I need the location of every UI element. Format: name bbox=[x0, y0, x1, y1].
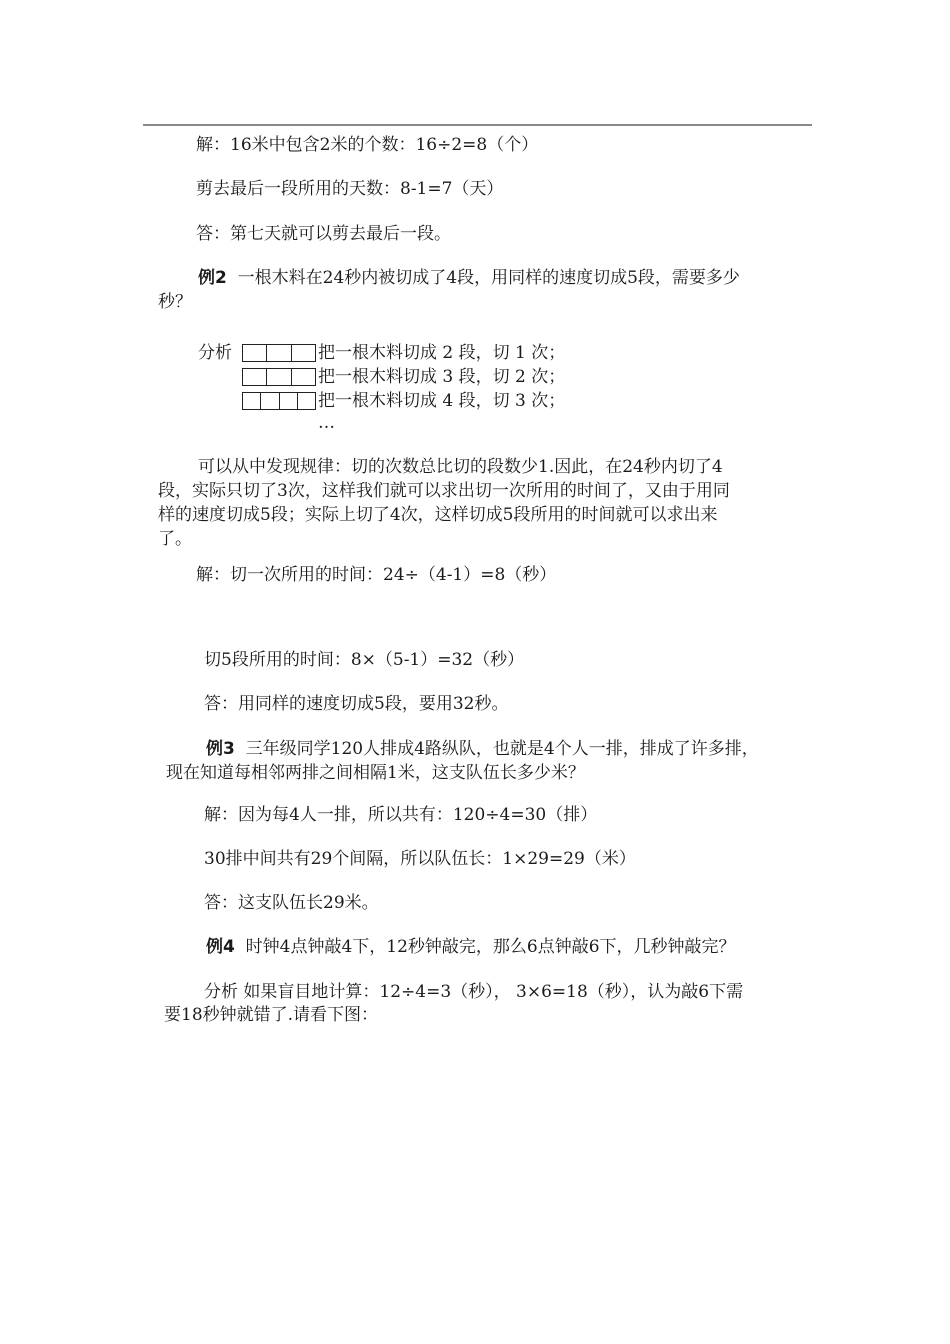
analysis-4-line-2: 要18秒钟就错了.请看下图： bbox=[164, 1005, 379, 1025]
example-2-label: 例2 bbox=[198, 268, 227, 288]
solution-line-6: 30排中间共有29个间隔，所以队伍长：1×29=29（米） bbox=[204, 849, 636, 869]
example-3-line-2: 现在知道每相邻两排之间相隔1米，这支队伍长多少米？ bbox=[166, 763, 585, 783]
example-4-label: 例4 bbox=[206, 937, 235, 957]
solution-line-3: 解：切一次所用的时间：24÷（4-1）=8（秒） bbox=[196, 565, 557, 585]
solution-line-4: 切5段所用的时间：8×（5-1）=32（秒） bbox=[204, 650, 525, 670]
analysis-row-2: 把一根木料切成 3 段，切 2 次； bbox=[318, 367, 566, 387]
rule-paragraph-line-4: 了。 bbox=[158, 529, 192, 549]
example-2-text: 一根木料在24秒内被切成了4段，用同样的速度切成5段，需要多少 bbox=[237, 268, 740, 288]
solution-line-5: 解：因为每4人一排，所以共有：120÷4=30（排） bbox=[204, 805, 598, 825]
example-3-label: 例3 bbox=[206, 739, 235, 759]
example-4-text: 时钟4点钟敲4下，12秒钟敲完，那么6点钟敲6下，几秒钟敲完？ bbox=[245, 937, 736, 957]
solution-line-2: 剪去最后一段所用的天数：8-1=7（天） bbox=[196, 179, 504, 199]
solution-line-1: 解：16米中包含2米的个数：16÷2=8（个） bbox=[196, 135, 539, 155]
example-2-line-1 bbox=[198, 266, 740, 290]
log-diagram-2-segments bbox=[242, 344, 316, 362]
example-3-line-1 bbox=[206, 737, 759, 761]
analysis-row-3: 把一根木料切成 4 段，切 3 次； bbox=[318, 391, 566, 411]
rule-paragraph-line-3: 样的速度切成5段；实际上切了4次，这样切成5段所用的时间就可以求出来 bbox=[158, 505, 718, 525]
answer-line-1: 答：第七天就可以剪去最后一段。 bbox=[196, 224, 451, 244]
analysis-4-line-1: 分析 如果盲目地计算：12÷4=3（秒）， 3×6=18（秒），认为敲6下需 bbox=[204, 982, 744, 1002]
log-diagram-3-segments bbox=[242, 368, 316, 386]
example-4-line bbox=[206, 935, 736, 959]
analysis-label: 分析 bbox=[198, 343, 232, 363]
analysis-ellipsis: … bbox=[318, 413, 335, 433]
log-diagram-4-segments bbox=[242, 392, 316, 410]
example-2-line-2: 秒？ bbox=[158, 292, 192, 312]
header-rule bbox=[143, 124, 812, 126]
analysis-row-1: 把一根木料切成 2 段，切 1 次； bbox=[318, 343, 566, 363]
answer-line-2: 答：用同样的速度切成5段，要用32秒。 bbox=[204, 694, 509, 714]
rule-paragraph-line-2: 段，实际只切了3次，这样我们就可以求出切一次所用的时间了，又由于用同 bbox=[158, 481, 730, 501]
example-3-text: 三年级同学120人排成4路纵队，也就是4个人一排，排成了许多排， bbox=[245, 739, 759, 759]
answer-line-3: 答：这支队伍长29米。 bbox=[204, 893, 379, 913]
rule-paragraph-line-1: 可以从中发现规律：切的次数总比切的段数少1.因此，在24秒内切了4 bbox=[198, 457, 723, 477]
